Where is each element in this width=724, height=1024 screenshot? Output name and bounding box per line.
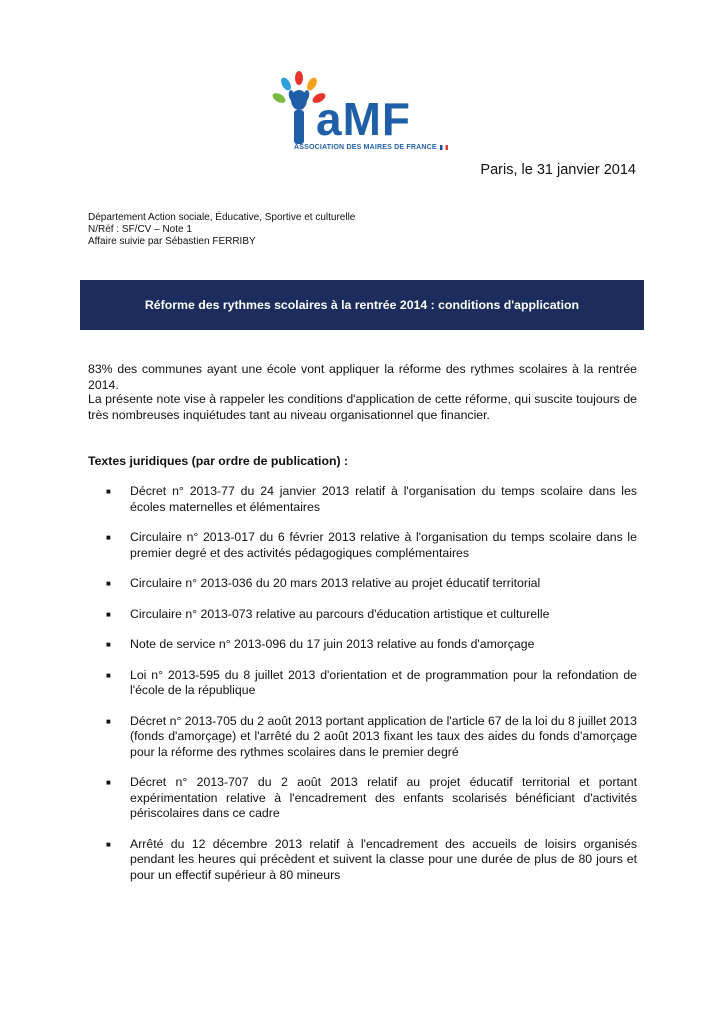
intro-paragraph: 83% des communes ayant une école vont appliquer la réforme des rythmes scolaires à la rentrée 2014. bbox=[88, 362, 637, 392]
bullet-icon: ■ bbox=[106, 533, 111, 542]
logo-subtitle: ASSOCIATION DES MAIRES DE FRANCE bbox=[294, 144, 448, 151]
list-item: ■ Décret n° 2013-707 du 2 août 2013 relatif au projet éducatif territorial et portant expérimentation relative à l'encadrement des enfants scolarisés bénéficiant d'activités périscolaires dans ce cadre bbox=[106, 775, 637, 820]
list-item: ■ Circulaire n° 2013-073 relative au parcours d'éducation artistique et culturelle bbox=[106, 606, 550, 621]
list-item: ■ Décret n° 2013-705 du 2 août 2013 portant application de l'article 67 de la loi du 8 juillet 2013 (fonds d'amorçage) et l'arrêté du 2 août 2013 fixant les taux des aides du fonds d'amorçage pour la réforme des rythmes scolaires dans le premier degré bbox=[106, 713, 638, 759]
section-heading: Textes juridiques (par ordre de publication) : bbox=[88, 454, 349, 468]
reference-block bbox=[88, 212, 355, 248]
list-item: ■ Circulaire n° 2013-036 du 20 mars 2013 relative au projet éducatif territorial bbox=[106, 576, 541, 590]
list-item: ■ Circulaire n° 2013-017 du 6 février 2013 relative à l'organisation du temps scolaire dans le premier degré et des activités pédagogiques complémentaires bbox=[106, 530, 637, 560]
bullet-icon: ■ bbox=[106, 716, 111, 726]
document-title: Réforme des rythmes scolaires à la rentrée 2014 : conditions d'application bbox=[144, 298, 580, 312]
list-item: ■ Décret n° 2013-77 du 24 janvier 2013 relatif à l'organisation du temps scolaire dans les écoles maternelles et élémentaires bbox=[106, 484, 637, 514]
title-banner bbox=[80, 280, 644, 330]
bullet-icon: ■ bbox=[106, 640, 111, 649]
logo-wordmark: aMF bbox=[316, 93, 411, 145]
bullet-icon: ■ bbox=[106, 579, 111, 588]
french-flag-icon bbox=[440, 145, 448, 150]
bullet-icon: ■ bbox=[106, 670, 111, 680]
reference-line: N/Réf : SF/CV – Note 1 bbox=[88, 224, 192, 235]
bullet-icon: ■ bbox=[106, 778, 111, 787]
bullet-icon: ■ bbox=[106, 839, 111, 849]
list-item: ■ Note de service n° 2013-096 du 17 juin 2013 relative au fonds d'amorçage bbox=[106, 637, 535, 651]
contact-line: Affaire suivie par Sébastien FERRIBY bbox=[88, 236, 256, 247]
document-date: Paris, le 31 janvier 2014 bbox=[480, 162, 636, 178]
list-item: ■ Loi n° 2013-595 du 8 juillet 2013 d'orientation et de programmation pour la refondation de l'école de la république bbox=[106, 667, 637, 697]
bullet-icon: ■ bbox=[106, 487, 111, 496]
legal-texts-list bbox=[106, 484, 637, 898]
department-line: Département Action sociale, Éducative, Sportive et culturelle bbox=[88, 212, 356, 223]
purpose-paragraph: La présente note vise à rappeler les conditions d'application de cette réforme, qui suscite toujours de très nombreuses inquiétudes tant au niveau organisationnel que financier. bbox=[88, 392, 637, 422]
list-item: ■ Arrêté du 12 décembre 2013 relatif à l'encadrement des accueils de loisirs organisés pendant les heures qui précèdent et suivent la classe pour une durée de plus de 80 jours et pour un effectif supérieur à 80 mineurs bbox=[106, 836, 637, 882]
bullet-icon: ■ bbox=[106, 609, 111, 619]
amf-logo bbox=[272, 68, 452, 156]
